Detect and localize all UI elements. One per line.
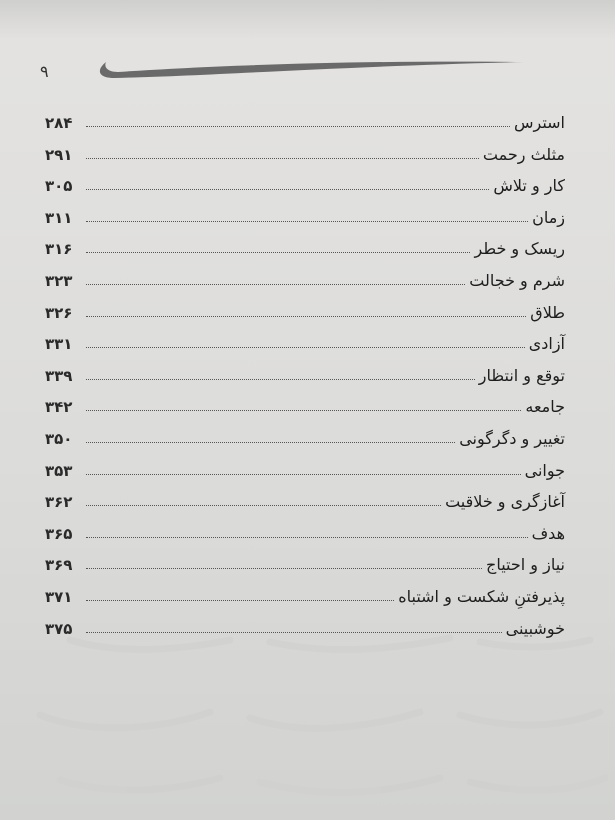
toc-entry bbox=[45, 357, 565, 385]
toc-entry-page-number: ۳۲۶ bbox=[45, 304, 73, 322]
toc-entry-page-number: ۳۷۱ bbox=[45, 588, 73, 606]
toc-entry bbox=[45, 578, 565, 606]
toc-dot-leader bbox=[86, 379, 475, 380]
toc-entry-page-number: ۳۵۰ bbox=[45, 430, 73, 448]
toc-entry-page-number: ۳۰۵ bbox=[45, 177, 73, 195]
page-number: ۹ bbox=[40, 62, 49, 81]
toc-dot-leader bbox=[86, 158, 479, 159]
toc-entry-title: هدف bbox=[531, 524, 565, 543]
toc-dot-leader bbox=[86, 505, 441, 506]
toc-entry-page-number: ۲۸۴ bbox=[45, 114, 73, 132]
toc-entry-page-number: ۳۱۱ bbox=[45, 209, 73, 227]
toc-entry-page-number: ۳۱۶ bbox=[45, 240, 73, 258]
toc-entry bbox=[45, 420, 565, 448]
toc-entry-title: کار و تلاش bbox=[493, 176, 565, 195]
toc-dot-leader bbox=[86, 316, 526, 317]
toc-entry-title: خوشبینی bbox=[505, 619, 565, 638]
toc-entry-title: ریسک و خطر bbox=[474, 239, 565, 258]
toc-dot-leader bbox=[86, 600, 394, 601]
toc-entry-page-number: ۳۲۳ bbox=[45, 272, 73, 290]
toc-dot-leader bbox=[86, 568, 482, 569]
toc-entry-title: پذیرفتنِ شکست و اشتباه bbox=[398, 587, 565, 606]
toc-entry bbox=[45, 136, 565, 164]
toc-entry-page-number: ۳۵۳ bbox=[45, 462, 73, 480]
toc-entry bbox=[45, 325, 565, 353]
toc-entry-page-number: ۳۴۲ bbox=[45, 398, 73, 416]
toc-entry-page-number: ۲۹۱ bbox=[45, 146, 73, 164]
toc-entry-page-number: ۳۳۹ bbox=[45, 367, 73, 385]
toc-entry-page-number: ۳۷۵ bbox=[45, 620, 73, 638]
toc-entry bbox=[45, 199, 565, 227]
toc-entry bbox=[45, 483, 565, 511]
toc-entry-title: آغازگری و خلاقیت bbox=[445, 492, 565, 511]
toc-dot-leader bbox=[86, 252, 470, 253]
toc-dot-leader bbox=[86, 284, 465, 285]
toc-dot-leader bbox=[86, 632, 502, 633]
toc-entry bbox=[45, 515, 565, 543]
toc-entry-title: توقع و انتظار bbox=[478, 366, 565, 385]
toc-entry-title: استرس bbox=[513, 113, 565, 132]
toc-entry-title: آزادی bbox=[528, 334, 565, 353]
toc-entry bbox=[45, 167, 565, 195]
toc-dot-leader bbox=[86, 410, 521, 411]
toc-dot-leader bbox=[86, 474, 521, 475]
toc-entry-title: نیاز و احتیاج bbox=[486, 555, 565, 574]
toc-dot-leader bbox=[86, 537, 528, 538]
toc-entry-page-number: ۳۶۵ bbox=[45, 525, 73, 543]
toc-entry bbox=[45, 294, 565, 322]
toc-entry-title: تغییر و دگرگونی bbox=[459, 429, 565, 448]
toc-entry-title: طلاق bbox=[530, 303, 565, 322]
toc-entry bbox=[45, 262, 565, 290]
toc-entry bbox=[45, 104, 565, 132]
toc-entry bbox=[45, 452, 565, 480]
toc-entry bbox=[45, 230, 565, 258]
toc-entry-page-number: ۳۶۲ bbox=[45, 493, 73, 511]
toc-entry-title: زمان bbox=[532, 208, 565, 227]
toc-dot-leader bbox=[86, 126, 510, 127]
toc-entry bbox=[45, 546, 565, 574]
toc-entry bbox=[45, 388, 565, 416]
toc-entry-title: جوانی bbox=[524, 461, 565, 480]
toc-dot-leader bbox=[86, 189, 489, 190]
toc-entry bbox=[45, 610, 565, 638]
toc-entry-title: شرم و خجالت bbox=[469, 271, 565, 290]
toc-dot-leader bbox=[86, 347, 525, 348]
toc-entry-title: مثلث رحمت bbox=[482, 145, 565, 164]
toc-entry-title: جامعه bbox=[525, 397, 565, 416]
toc-dot-leader bbox=[86, 221, 528, 222]
toc-entry-page-number: ۳۶۹ bbox=[45, 556, 73, 574]
toc-dot-leader bbox=[86, 442, 455, 443]
toc-entry-page-number: ۳۳۱ bbox=[45, 335, 73, 353]
